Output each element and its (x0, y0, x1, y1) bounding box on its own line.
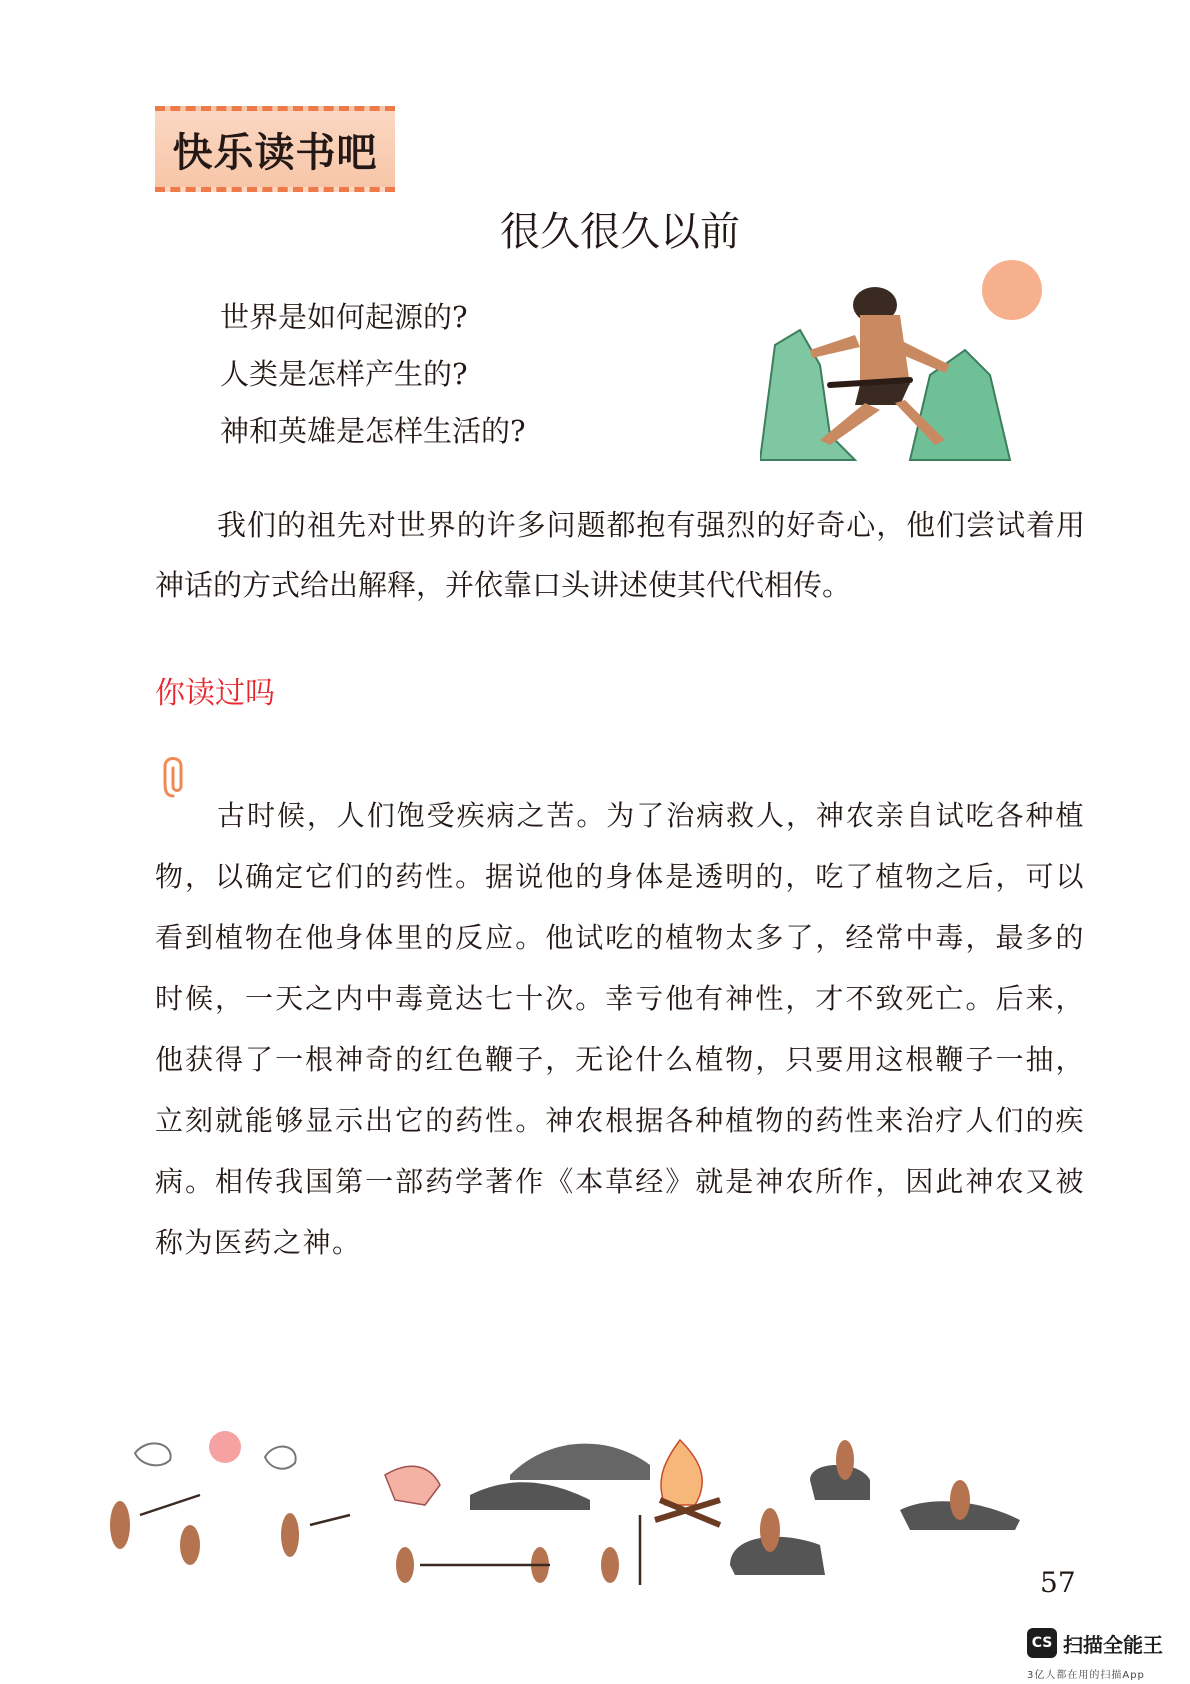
subheading-have-you-read: 你读过吗 (155, 676, 275, 711)
ancient-life-illustration (80, 1405, 1110, 1600)
scanner-app-name: 扫描全能王 (1063, 1633, 1163, 1657)
intro-paragraph: 我们的祖先对世界的许多问题都抱有强烈的好奇心，他们尝试着用神话的方式给出解释，并依靠口头讲述使其代代相传。 (155, 508, 1085, 602)
question-2: 人类是怎样产生的? (220, 357, 468, 391)
question-3: 神和英雄是怎样生活的? (220, 414, 526, 448)
scanner-tagline: 3亿人都在用的扫描App (1027, 1670, 1145, 1681)
scanner-watermark (1027, 1628, 1187, 1684)
shennong-story-paragraph: 古时候，人们饱受疾病之苦。为了治病救人，神农亲自试吃各种植物，以确定它们的药性。据说他的身体是透明的，吃了植物之后，可以看到植物在他身体里的反应。他试吃的植物太多了，经常中毒，最多的时候，一天之内中毒竟达七十次。幸亏他有神性，才不致死亡。后来，他获得了一根神奇的红色鞭子，无论什么植物，只要用这根鞭子一抽，立刻就能够显示出它的药性。神农根据各种植物的药性来治疗人们的疾病。相传我国第一部药学著作《本草经》就是神农所作，因此神农又被称为医药之神。 (155, 799, 1085, 1259)
page-number: 57 (1040, 1566, 1076, 1599)
section-tag (155, 106, 395, 192)
section-tag-label: 快乐读书吧 (172, 129, 378, 176)
scanner-logo-icon: CS (1027, 1628, 1057, 1658)
page-title: 很久很久以前 (500, 209, 740, 255)
question-1: 世界是如何起源的? (220, 300, 468, 334)
running-hero-illustration (760, 255, 1080, 470)
